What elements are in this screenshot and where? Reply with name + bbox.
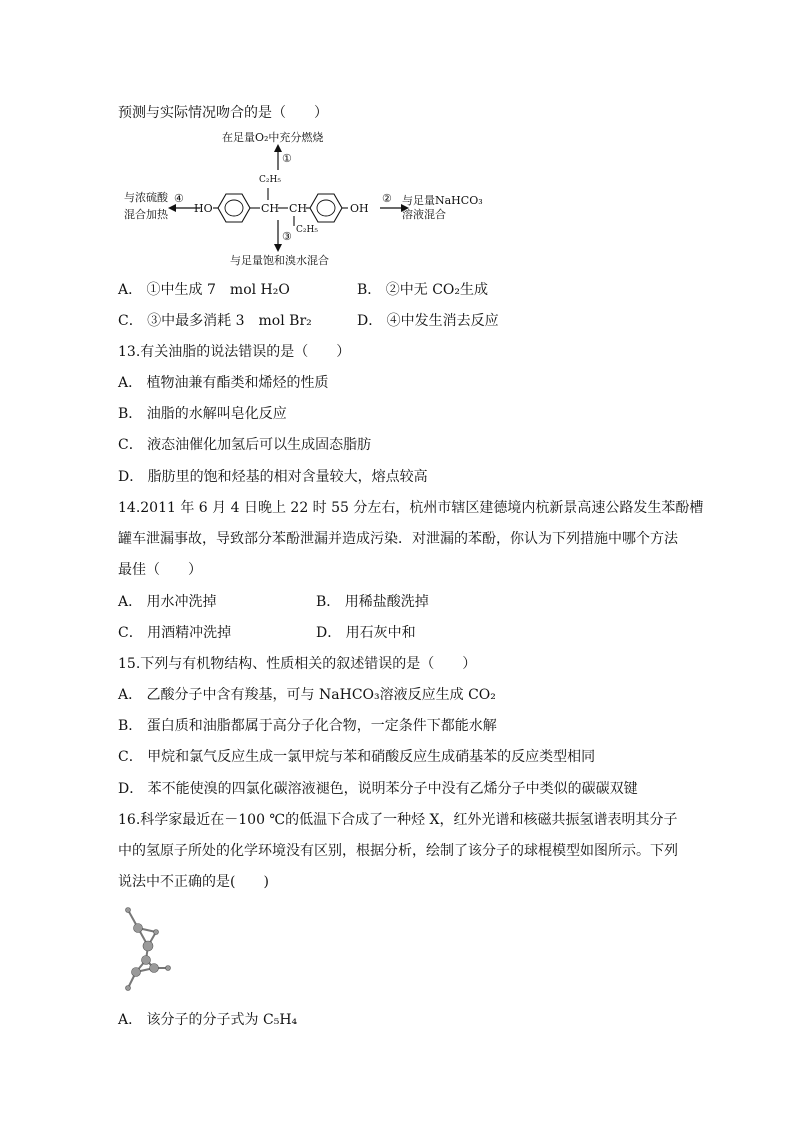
q12-option-a: A． ①中生成 7 mol H₂O [118,282,290,298]
diagram-right-label-1: 与足量NaHCO₃ [402,194,483,207]
diagram-right-label-2: 溶液混合 [402,208,446,221]
diagram-top-label: 在足量O₂中充分燃烧 [222,131,324,144]
circle-2-label: ② [382,192,392,205]
q14-option-b: B． 用稀盐酸洗掉 [316,594,429,610]
q16-option-a: A． 该分子的分子式为 C₅H₄ [118,1012,298,1028]
q13-option-a: A． 植物油兼有酯类和烯烃的性质 [118,375,329,391]
q14-line-1: 14.2011 年 6 月 4 日晚上 22 时 55 分左右，杭州市辖区建德境内杭新景高速公路发生苯酚槽 [118,500,704,516]
circle-3-label: ③ [282,230,292,243]
q15-option-d: D． 苯不能使溴的四氯化碳溶液褪色，说明苯分子中没有乙烯分子中类似的碳碳双键 [118,781,638,797]
q15-option-c: C． 甲烷和氯气反应生成一氯甲烷与苯和硝酸反应生成硝基苯的反应类型相同 [118,749,596,765]
circle-4-label: ④ [174,192,184,205]
q13-stem: 13.有关油脂的说法错误的是（ ） [118,344,351,360]
q15-option-a: A． 乙酸分子中含有羧基，可与 NaHCO₃溶液反应生成 CO₂ [118,687,496,703]
q14-option-d: D． 用石灰中和 [316,625,416,641]
q12-option-c: C． ③中最多消耗 3 mol Br₂ [118,313,312,329]
q16-line-1: 16.科学家最近在－100 ℃的低温下合成了一种烃 X，红外光谱和核磁共振氢谱表明其分子 [118,812,678,828]
diagram-bottom-label: 与足量饱和溴水混合 [230,254,329,267]
q12-option-d: D． ④中发生消去反应 [357,313,499,329]
ho-group: HO [194,202,213,215]
c2h5-bottom: C₂H₅ [296,225,318,235]
reaction-diagram [118,128,483,270]
q13-option-c: C． 液态油催化加氢后可以生成固态脂肪 [118,437,372,453]
diagram-left-label-1: 与浓硫酸 [124,191,168,204]
q14-option-a: A． 用水冲洗掉 [118,594,217,610]
ball-stick-model [118,902,178,994]
ch-right: CH [289,202,308,215]
q15-option-b: B． 蛋白质和油脂都属于高分子化合物，一定条件下都能水解 [118,718,497,734]
q16-line-3: 说法中不正确的是( ) [118,874,269,890]
q15-stem: 15.下列与有机物结构、性质相关的叙述错误的是（ ） [118,656,477,672]
q13-option-d: D． 脂肪里的饱和烃基的相对含量较大，熔点较高 [118,469,428,485]
q16-line-2: 中的氢原子所处的化学环境没有区别，根据分析，绘制了该分子的球棍模型如图所示。下列 [118,843,678,859]
q14-line-2: 罐车泄漏事故，导致部分苯酚泄漏并造成污染．对泄漏的苯酚，你认为下列措施中哪个方法 [118,531,678,547]
oh-group: OH [350,202,369,215]
q14-option-c: C． 用酒精冲洗掉 [118,625,232,641]
q12-option-b: B． ②中无 CO₂生成 [357,282,488,298]
q14-line-3: 最佳（ ） [118,562,202,578]
ball-stick-model-svg [118,902,178,994]
q13-option-b: B． 油脂的水解叫皂化反应 [118,406,287,422]
diagram-left-label-2: 混合加热 [124,208,168,221]
c2h5-top: C₂H₅ [259,175,281,185]
circle-1-label: ① [282,152,292,165]
q12-stem: 预测与实际情况吻合的是（ ） [118,105,328,121]
ch-left: CH [261,202,280,215]
